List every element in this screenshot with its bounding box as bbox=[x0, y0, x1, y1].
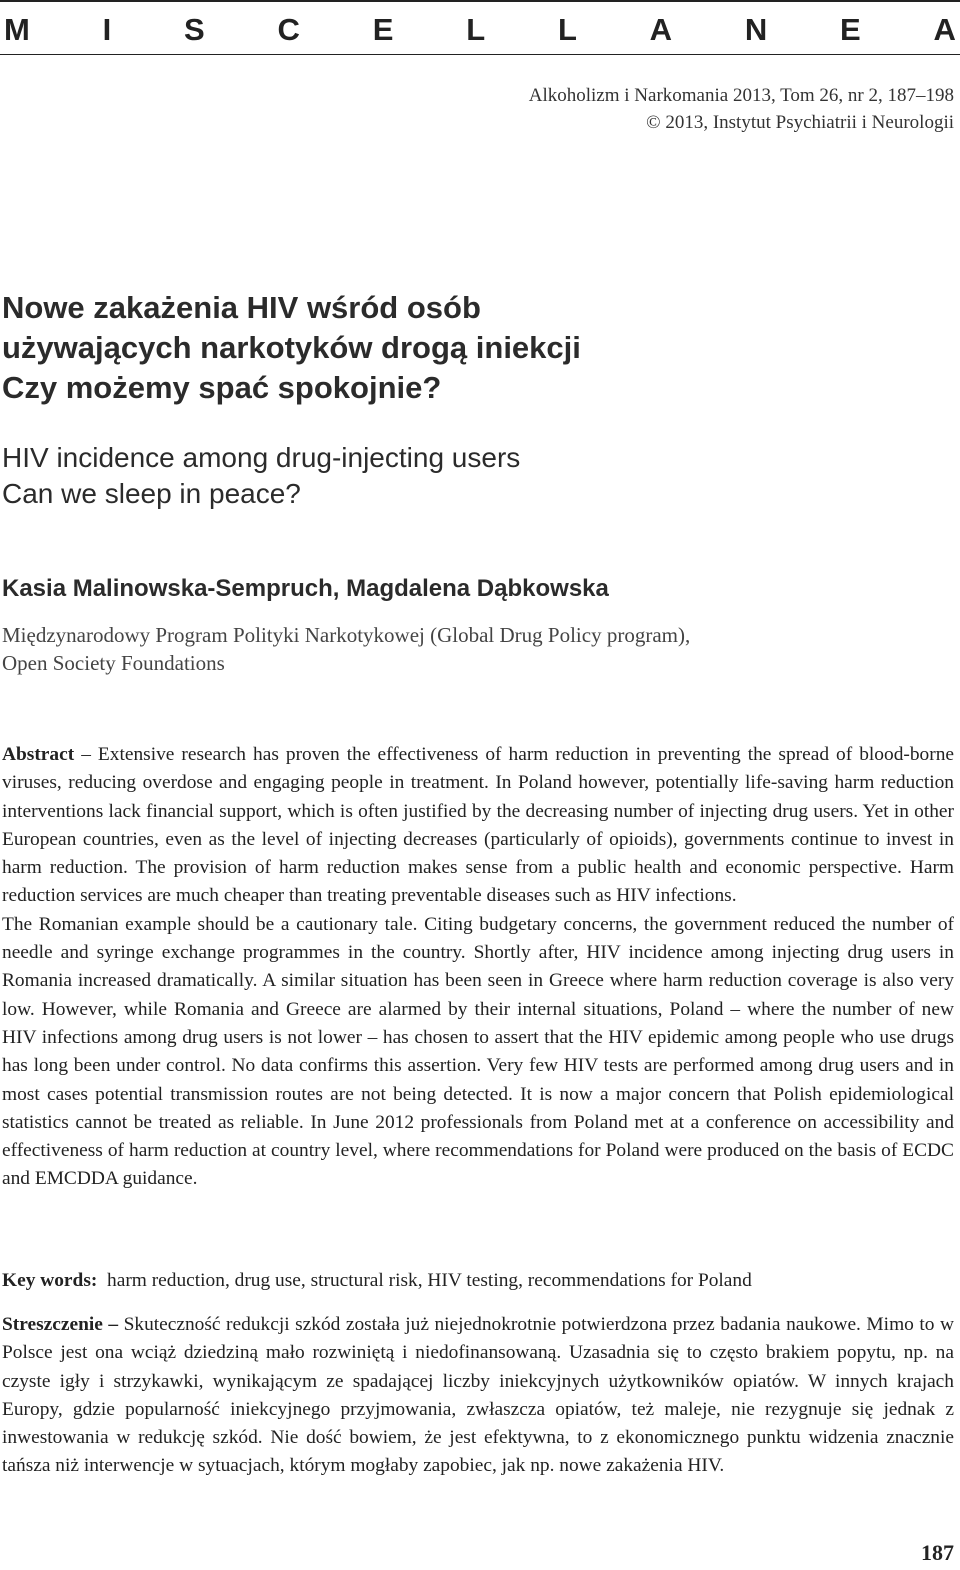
keywords-label: Key words: bbox=[2, 1270, 98, 1291]
streszczenie bbox=[2, 1311, 954, 1481]
journal-info bbox=[529, 82, 954, 136]
section-letter: L bbox=[557, 12, 577, 47]
abstract-text-1: – Extensive research has proven the effectiveness of harm reduction in preventing the spread of blood-borne viruses, reducing overdose and engaging people in treatment. In Poland however, potentially life-saving harm reduction interventions lack financial support, which is often justified by the decreasing number of injecting drug users. Yet in other European countries, even as the level of injecting decreases (particularly of opioids), governments continue to invest in harm reduction. The provision of harm reduction makes sense from a public health and economic perspective. Harm reduction services are much cheaper than treating preventable diseases such as HIV infections. bbox=[2, 744, 954, 907]
affiliation-line: Międzynarodowy Program Polityki Narkotykowej (Global Drug Policy program), bbox=[2, 623, 691, 647]
section-letter: C bbox=[277, 12, 300, 47]
authors: Kasia Malinowska-Sempruch, Magdalena Dąbkowska bbox=[2, 575, 609, 602]
section-letter: M bbox=[4, 12, 30, 47]
keywords bbox=[2, 1267, 954, 1295]
title-polish-line: Czy możemy spać spokojnie? bbox=[2, 370, 442, 405]
affiliation bbox=[2, 621, 942, 677]
title-english bbox=[2, 440, 902, 512]
abstract bbox=[2, 741, 954, 1194]
title-english-line: Can we sleep in peace? bbox=[2, 478, 301, 509]
title-english-line: HIV incidence among drug-injecting users bbox=[2, 442, 521, 473]
abstract-label: Abstract bbox=[2, 744, 75, 765]
abstract-paragraph-1 bbox=[2, 741, 954, 911]
section-letter: E bbox=[840, 12, 861, 47]
abstract-paragraph-2: The Romanian example should be a cautionary tale. Citing budgetary concerns, the government reduced the number of needle and syringe exchange programmes in the country. Shortly after, HIV incidence among injecting drug users in Romania increased dramatically. A similar situation has been seen in Greece where harm reduction coverage is also very low. However, while Romania and Greece are alarmed by their internal situations, Poland – where the number of new HIV infections among drug users is not lower – has chosen to assert that the HIV epidemic among people who use drugs has long been under control. No data confirms this assertion. Very few HIV tests are performed among drug users and in most cases potential transmission routes are not being detected. It is now a major concern that Polish epidemiological statistics cannot be treated as reliable. In June 2012 professionals from Poland met at a conference on accessibility and effectiveness of harm reduction at country level, where recommendations for Poland were produced on the basis of ECDC and EMCDDA guidance. bbox=[2, 913, 954, 1190]
section-letter: E bbox=[372, 12, 394, 47]
section-letter: N bbox=[744, 12, 768, 47]
section-letter: L bbox=[466, 12, 486, 47]
page-number: 187 bbox=[921, 1540, 954, 1565]
section-heading bbox=[0, 8, 960, 52]
journal-citation: Alkoholizm i Narkomania 2013, Tom 26, nr 2, 187–198 bbox=[528, 85, 954, 106]
title-polish bbox=[2, 288, 902, 408]
streszczenie-text: Skuteczność redukcji szkód została już niejednokrotnie potwierdzona przez badania naukowe. Mimo to w Polsce jest ona wciąż dziedziną mało rozwiniętą i niedofinansowaną. Uzasadnia się to często brakiem popytu, np. na czyste igły i strzykawki, wynikającym ze spadającej liczby iniekcyjnych użytkowników opiatów. W innych krajach Europy, gdzie popularność iniekcyjnego przyjmowania, zwłaszcza opiatów, też maleje, nie rezygnuje się jednak z inwestowania w redukcję szkód. Nie dość bowiem, że jest efektywna, to z ekonomicznego punktu widzenia znacznie tańsza niż interwencje w sytuacjach, którym mogłaby zapobiec, jak np. nowe zakażenia HIV. bbox=[2, 1314, 954, 1477]
title-polish-line: używających narkotyków drogą iniekcji bbox=[2, 330, 581, 365]
title-polish-line: Nowe zakażenia HIV wśród osób bbox=[2, 290, 481, 325]
journal-copyright: © 2013, Instytut Psychiatrii i Neurologii bbox=[646, 112, 954, 133]
header-rule-bottom bbox=[0, 54, 960, 55]
section-letter: A bbox=[933, 12, 956, 47]
section-letter: A bbox=[649, 12, 673, 47]
section-letter: S bbox=[184, 12, 205, 47]
header-rule-top bbox=[0, 0, 960, 2]
affiliation-line: Open Society Foundations bbox=[2, 651, 225, 675]
keywords-text: harm reduction, drug use, structural risk, HIV testing, recommendations for Poland bbox=[107, 1270, 752, 1291]
section-letter: I bbox=[102, 12, 112, 47]
streszczenie-label: Streszczenie – bbox=[2, 1314, 119, 1335]
